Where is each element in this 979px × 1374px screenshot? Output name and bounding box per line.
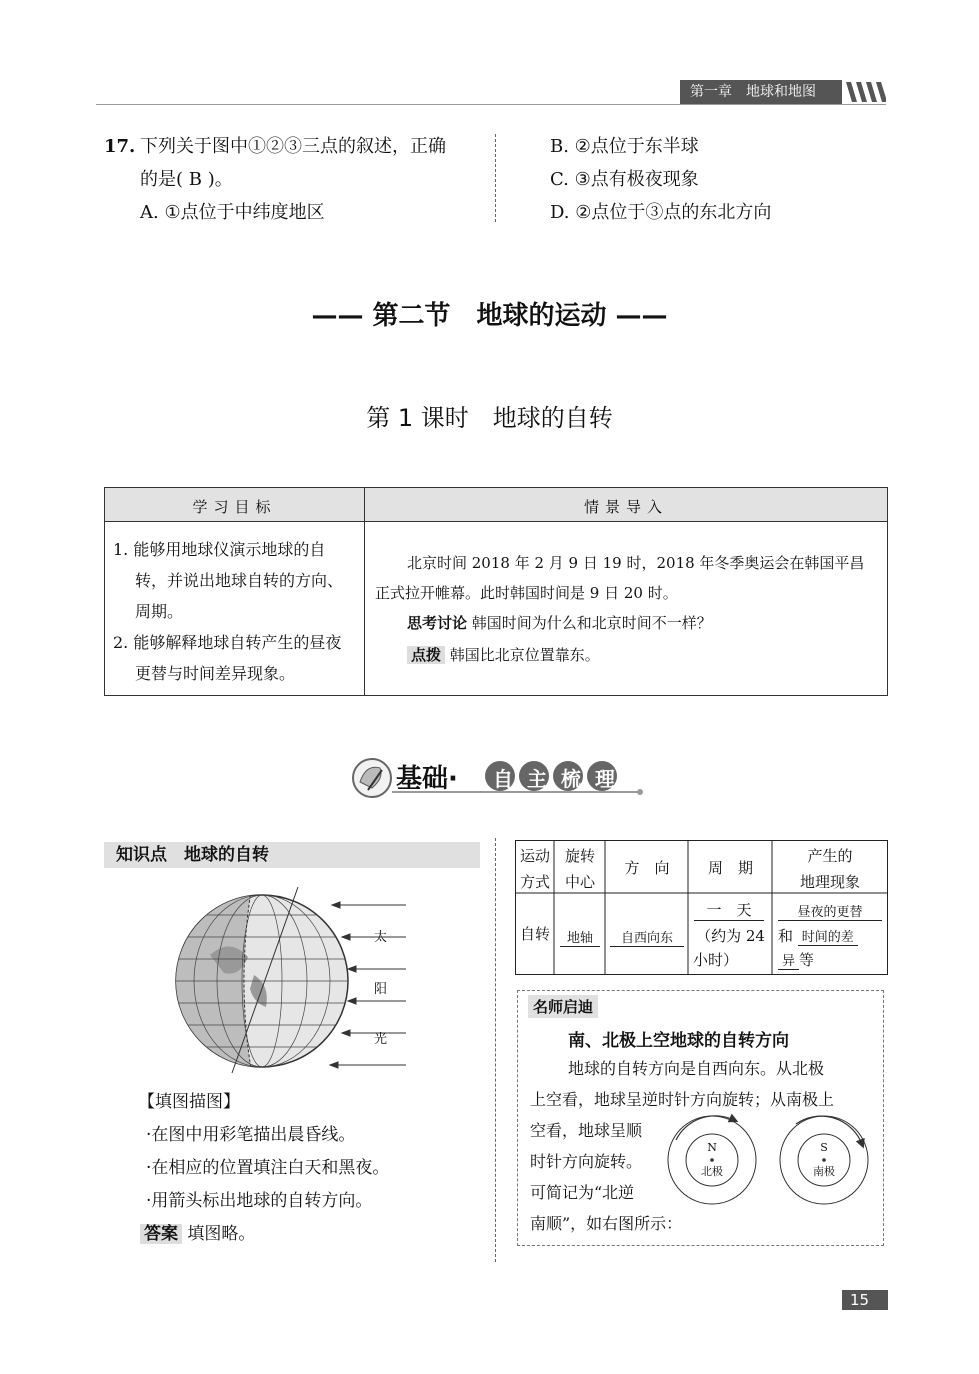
q17-option-c: C. ③点有极夜现象 bbox=[550, 169, 699, 190]
cell-period-note1: （约为 24 bbox=[696, 927, 765, 945]
hint-text: 韩国比北京位置靠东。 bbox=[449, 646, 600, 664]
q17-divider bbox=[495, 134, 496, 222]
fill-item-1: ·在图中用彩笔描出晨昏线。 bbox=[146, 1125, 356, 1145]
south-letter: S bbox=[820, 1141, 828, 1154]
teacher-line-3: 空看，地球呈顺 bbox=[530, 1121, 643, 1140]
banner-char-1: 自 bbox=[493, 767, 513, 791]
chapter-label: 第一章 地球和地图 bbox=[690, 84, 816, 100]
teacher-line-4: 时针方向旋转。 bbox=[530, 1152, 643, 1171]
cell-period-note2: 小时） bbox=[693, 951, 739, 969]
scene-line2: 正式拉开帷幕。此时韩国时间是 9 日 20 时。 bbox=[375, 584, 678, 602]
banner-char-2: 主 bbox=[527, 767, 547, 791]
fill-item-3: ·用箭头标出地球的自转方向。 bbox=[146, 1191, 373, 1211]
q17-number: 17. bbox=[104, 136, 136, 157]
q17-stem-line2: 的是( B )。 bbox=[140, 169, 233, 190]
cell-phenomenon-2: 和 时间的差 bbox=[778, 925, 858, 946]
header-phenomenon: 产生的 地理现象 bbox=[799, 847, 860, 891]
teacher-line-6: 南顺”，如右图所示： bbox=[530, 1214, 683, 1233]
objective-2-line1: 2. 能够解释地球自转产生的昼夜 bbox=[113, 633, 342, 652]
discussion bbox=[407, 608, 712, 638]
q17-option-d: D. ②点位于③点的东北方向 bbox=[550, 202, 772, 223]
chapter-stripes bbox=[842, 80, 886, 104]
teacher-line-5: 可简记为“北逆 bbox=[530, 1183, 635, 1202]
answer bbox=[140, 1218, 255, 1250]
sun-label-3: 光 bbox=[374, 1032, 388, 1047]
cell-rotation: 自转 bbox=[519, 925, 550, 943]
lesson-title: 第 1 课时 地球的自转 bbox=[366, 404, 613, 432]
objective-1-line3: 周期。 bbox=[135, 602, 184, 621]
discussion-label: 思考讨论 bbox=[407, 614, 468, 632]
q17-option-b: B. ②点位于东半球 bbox=[550, 136, 699, 157]
cell-direction: 自西向东 bbox=[610, 927, 684, 947]
scene-header: 情景导入 bbox=[583, 498, 668, 516]
answer-label: 答案 bbox=[140, 1224, 182, 1244]
north-letter: N bbox=[707, 1141, 717, 1154]
banner-char-3: 梳 bbox=[561, 767, 581, 791]
cell-axis: 地轴 bbox=[560, 927, 600, 947]
cell-phenomenon-1: 昼夜的更替 bbox=[778, 901, 882, 921]
fill-title: 【填图描图】 bbox=[138, 1092, 240, 1112]
discussion-text: 韩国时间为什么和北京时间不一样？ bbox=[471, 614, 712, 632]
header-rule bbox=[96, 104, 886, 105]
objectives-table-divider bbox=[364, 488, 365, 695]
south-label: 南极 bbox=[813, 1165, 835, 1178]
section-title: —— 第二节 地球的运动 —— bbox=[311, 301, 668, 331]
objectives-header: 学习目标 bbox=[192, 498, 277, 516]
teacher-line-1: 地球的自转方向是自西向东。从北极 bbox=[568, 1059, 825, 1078]
knowledge-point-title: 知识点 地球的自转 bbox=[104, 842, 480, 868]
cell-period-day: 一 天 bbox=[694, 899, 764, 921]
header-motion: 运动 方式 bbox=[519, 847, 550, 891]
objectives-table bbox=[104, 487, 888, 696]
north-label: 北极 bbox=[701, 1165, 723, 1178]
objective-1-line1: 1. 能够用地球仪演示地球的自 bbox=[113, 540, 326, 559]
hint bbox=[407, 640, 600, 670]
banner-prefix: 基础· bbox=[396, 764, 458, 794]
objective-2-line2: 更替与时间差异现象。 bbox=[135, 664, 296, 683]
column-divider bbox=[495, 838, 496, 1262]
scene-line1: 北京时间 2018 年 2 月 9 日 19 时，2018 年冬季奥运会在韩国平昌 bbox=[407, 554, 865, 572]
pole-rotation-diagram bbox=[662, 1110, 882, 1206]
objective-1-line2: 转，并说出地球自转的方向、 bbox=[135, 571, 344, 590]
page-number: 15 bbox=[842, 1290, 888, 1310]
teacher-tip-tag: 名师启迪 bbox=[528, 995, 598, 1018]
q17-option-a: A. ①点位于中纬度地区 bbox=[140, 202, 325, 223]
rotation-table bbox=[515, 840, 888, 975]
answer-text: 填图略。 bbox=[187, 1224, 256, 1244]
header-direction: 方 向 bbox=[624, 859, 670, 877]
teacher-line-2: 上空看，地球呈逆时针方向旋转；从南极上 bbox=[530, 1090, 835, 1109]
fill-item-2: ·在相应的位置填注白天和黑夜。 bbox=[146, 1158, 390, 1178]
header-period: 周 期 bbox=[707, 859, 753, 877]
sun-label-2: 阳 bbox=[374, 982, 388, 997]
cell-phenomenon-3: 异 等 bbox=[778, 949, 814, 970]
teacher-tip-title: 南、北极上空地球的自转方向 bbox=[568, 1031, 789, 1051]
header-center: 旋转 中心 bbox=[564, 847, 595, 891]
q17-stem-line1: 下列关于图中①②③三点的叙述，正确 bbox=[140, 136, 446, 157]
hint-label: 点拨 bbox=[407, 646, 445, 664]
banner-char-4: 理 bbox=[595, 767, 615, 791]
sun-label-1: 太 bbox=[374, 930, 388, 945]
